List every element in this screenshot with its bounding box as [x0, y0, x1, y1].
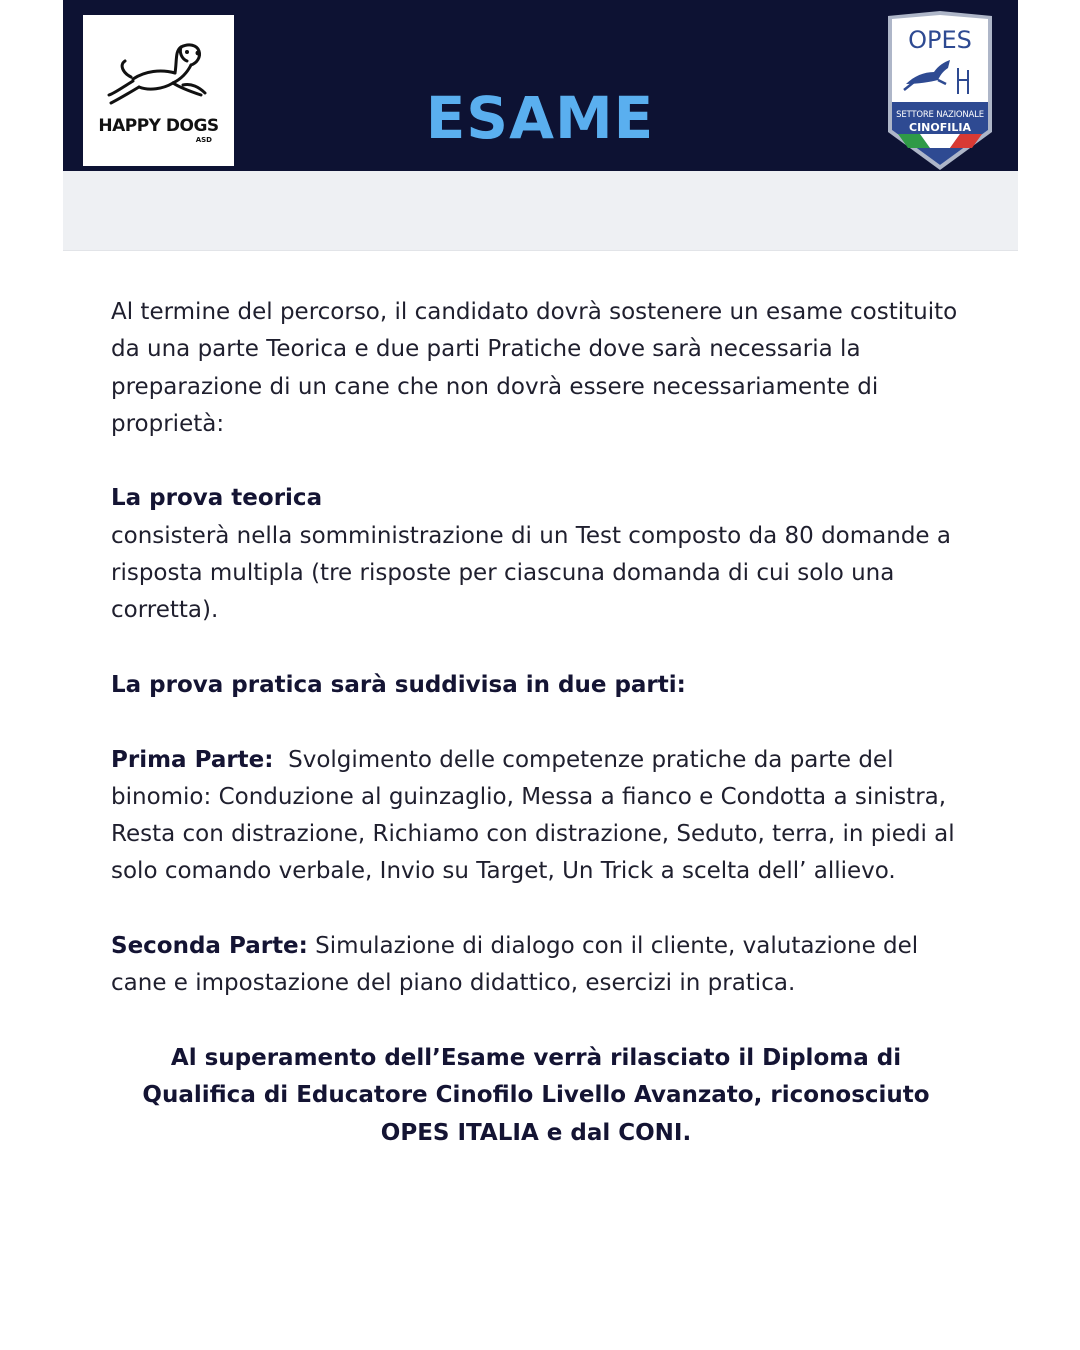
prima-parte-label: Prima Parte: — [111, 746, 274, 773]
closing-statement: Al superamento dell’Esame verrà rilasciato il Diploma di Qualifica di Educatore Cinofilo Livello Avanzato, riconosciuto OPES ITALIA e dal CONI. — [142, 1044, 930, 1146]
intro-paragraph: Al termine del percorso, il candidato dovrà sostenere un esame costituito da una parte Teorica e due parti Pratiche dove sarà necessaria la preparazione di un cane che non dovrà essere necessariamente di proprietà: — [111, 299, 958, 437]
opes-sector-name: CINOFILIA — [909, 121, 971, 134]
happy-dogs-brand: HAPPY DOGS — [98, 116, 219, 136]
opes-sector-line: SETTORE NAZIONALE — [896, 110, 984, 120]
seconda-parte-paragraph — [111, 928, 961, 1003]
seconda-parte-label: Seconda Parte: — [111, 933, 308, 960]
opes-logo — [884, 10, 996, 172]
prima-parte-paragraph — [111, 742, 961, 891]
happy-dogs-suffix: ASD — [195, 136, 212, 144]
teorica-heading: La prova teorica — [111, 485, 323, 512]
pratica-heading: La prova pratica sarà suddivisa in due parti: — [111, 671, 686, 698]
happy-dogs-logo — [83, 15, 234, 166]
exam-description — [111, 294, 961, 1152]
page-title: ESAME — [425, 84, 655, 152]
header-subband — [63, 171, 1018, 251]
prima-parte-text: Svolgimento delle competenze pratiche da parte del binomio: Conduzione al guinzaglio, Messa a fianco e Condotta a sinistra, Resta con distrazione, Richiamo con distrazione, Seduto, terra, in piedi al solo comando verbale, Invio su Target, Un Trick a scelta dell’ allievo. — [111, 746, 955, 885]
opes-brand: OPES — [908, 26, 972, 54]
seconda-parte-text: Simulazione di dialogo con il cliente, valutazione del cane e impostazione del piano didattico, esercizi in pratica. — [111, 933, 919, 997]
teorica-paragraph: consisterà nella somministrazione di un Test composto da 80 domande a risposta multipla (tre risposte per ciascuna domanda di cui solo una corretta). — [111, 522, 951, 624]
